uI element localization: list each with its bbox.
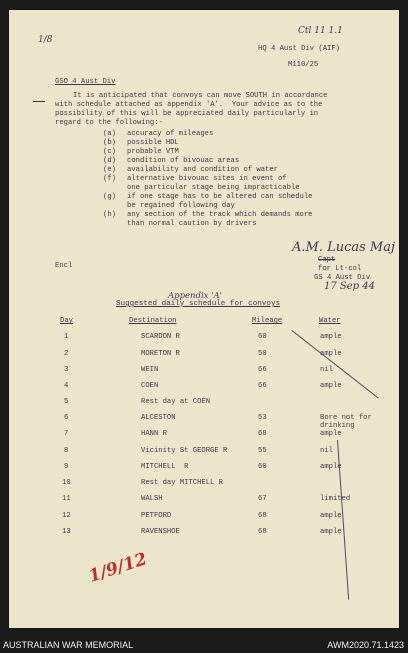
cell-water: ample	[320, 463, 342, 471]
list-key: (f)	[103, 175, 116, 183]
cell-day: 8	[64, 447, 69, 455]
signature-date: 17 Sep 44	[324, 281, 375, 292]
cell-day: 4	[64, 382, 69, 390]
cell-day: 9	[64, 463, 69, 471]
cell-day: 5	[64, 398, 69, 406]
signature-struck-rank: Capt	[318, 256, 336, 264]
signature-unit: GS 4 Aust Div	[314, 274, 371, 282]
cell-mileage: 66	[258, 366, 267, 374]
cell-mileage: 60	[258, 463, 267, 471]
list-text: accuracy of mileages	[127, 130, 214, 138]
body-line-4: regard to the following:-	[55, 119, 163, 127]
cell-destination: HANN R	[141, 430, 167, 438]
cell-mileage: 68	[258, 528, 267, 536]
cell-water: limited	[320, 495, 351, 503]
cell-water: ample	[320, 512, 342, 520]
cell-mileage: 67	[258, 495, 267, 503]
cell-day: 10	[62, 479, 71, 487]
cell-destination: PETFORD	[141, 512, 172, 520]
list-text: than normal caution by drivers	[127, 220, 257, 228]
cell-day: 7	[64, 430, 69, 438]
cell-day: 12	[62, 512, 71, 520]
cell-day: 3	[64, 366, 69, 374]
list-key: (b)	[103, 139, 116, 147]
hq-heading: HQ 4 Aust Div (AIF)	[258, 45, 340, 53]
body-line-2: with schedule attached as appendix 'A'. Your advice as to the	[55, 101, 323, 109]
cell-mileage: 68	[258, 512, 267, 520]
cell-destination: Vicinity St GEORGE R	[141, 447, 228, 455]
cell-destination: WEIN	[141, 366, 159, 374]
cell-mileage: 53	[258, 414, 267, 422]
red-annotation: 1/9/12	[86, 549, 150, 587]
signature-for: for Lt-col	[318, 265, 362, 273]
list-text: any section of the track which demands more	[127, 211, 313, 219]
list-text: alternative bivouac sites in event of	[127, 175, 287, 183]
cell-mileage: 68	[258, 430, 267, 438]
cell-water: ample	[320, 430, 342, 438]
cell-water: drinking	[320, 422, 355, 430]
col-header-day: Day	[60, 317, 73, 325]
cell-destination: RAVENSHOE	[141, 528, 180, 536]
list-key: (h)	[103, 211, 116, 219]
cell-day: 2	[64, 350, 69, 358]
file-number: M110/25	[288, 61, 319, 69]
body-line-3: possibility of this will be appreciated daily particularly in	[55, 110, 319, 118]
cell-day: 1	[64, 333, 69, 341]
body-line-1: It is anticipated that convoys can move SOUTH in accordance	[73, 92, 328, 100]
cell-destination: WALSH	[141, 495, 163, 503]
col-header-water: Water	[319, 317, 341, 325]
margin-dash	[33, 101, 45, 102]
addressee: GSO 4 Aust Div	[55, 78, 116, 86]
col-header-destination: Destination	[129, 317, 177, 325]
list-text: one particular stage being impracticable	[127, 184, 300, 192]
corner-mark: 1/8	[38, 35, 53, 45]
cell-mileage: 60	[258, 333, 267, 341]
list-key: (d)	[103, 157, 116, 165]
handwritten-ref: Ctl 11 1.1	[298, 26, 343, 36]
signature: A.M. Lucas Maj	[292, 240, 396, 255]
col-header-mileage: Mileage	[252, 317, 283, 325]
cell-water: ample	[320, 333, 342, 341]
cell-destination: Rest day at COEN	[141, 398, 211, 406]
list-text: condition of bivouac areas	[127, 157, 240, 165]
cell-water: ample	[320, 350, 342, 358]
appendix-note: Appendix 'A'	[168, 291, 222, 301]
cell-destination: MITCHELL R	[141, 463, 189, 471]
list-key: (e)	[103, 166, 116, 174]
list-text: availability and condition of water	[127, 166, 278, 174]
cell-water: Bore not for	[320, 414, 372, 422]
cell-water: nil	[320, 366, 333, 374]
cell-water: ample	[320, 528, 342, 536]
cell-mileage: 66	[258, 382, 267, 390]
cell-destination: Rest day MITCHELL R	[141, 479, 223, 487]
cell-destination: ALCESTON	[141, 414, 176, 422]
schedule-title: Suggested daily schedule for convoys	[116, 300, 281, 308]
cell-destination: COEN	[141, 382, 159, 390]
footer-archive: AUSTRALIAN WAR MEMORIAL	[3, 640, 134, 650]
list-text: be regained following day	[127, 202, 235, 210]
list-text: if one stage has to be altered can schedule	[127, 193, 313, 201]
cell-mileage: 50	[258, 350, 267, 358]
cell-day: 11	[62, 495, 71, 503]
list-key: (g)	[103, 193, 116, 201]
footer-accession: AWM2020.71.1423	[327, 640, 404, 650]
cell-mileage: 55	[258, 447, 267, 455]
cell-day: 13	[62, 528, 71, 536]
list-key: (a)	[103, 130, 116, 138]
list-text: possible HDL	[127, 139, 179, 147]
list-text: probable VTM	[127, 148, 179, 156]
cell-destination: SCARDON R	[141, 333, 180, 341]
cell-water: nil	[320, 447, 333, 455]
cell-destination: MORETON R	[141, 350, 180, 358]
cell-water: ample	[320, 382, 342, 390]
encl-label: Encl	[55, 262, 73, 270]
cell-day: 6	[64, 414, 69, 422]
list-key: (c)	[103, 148, 116, 156]
